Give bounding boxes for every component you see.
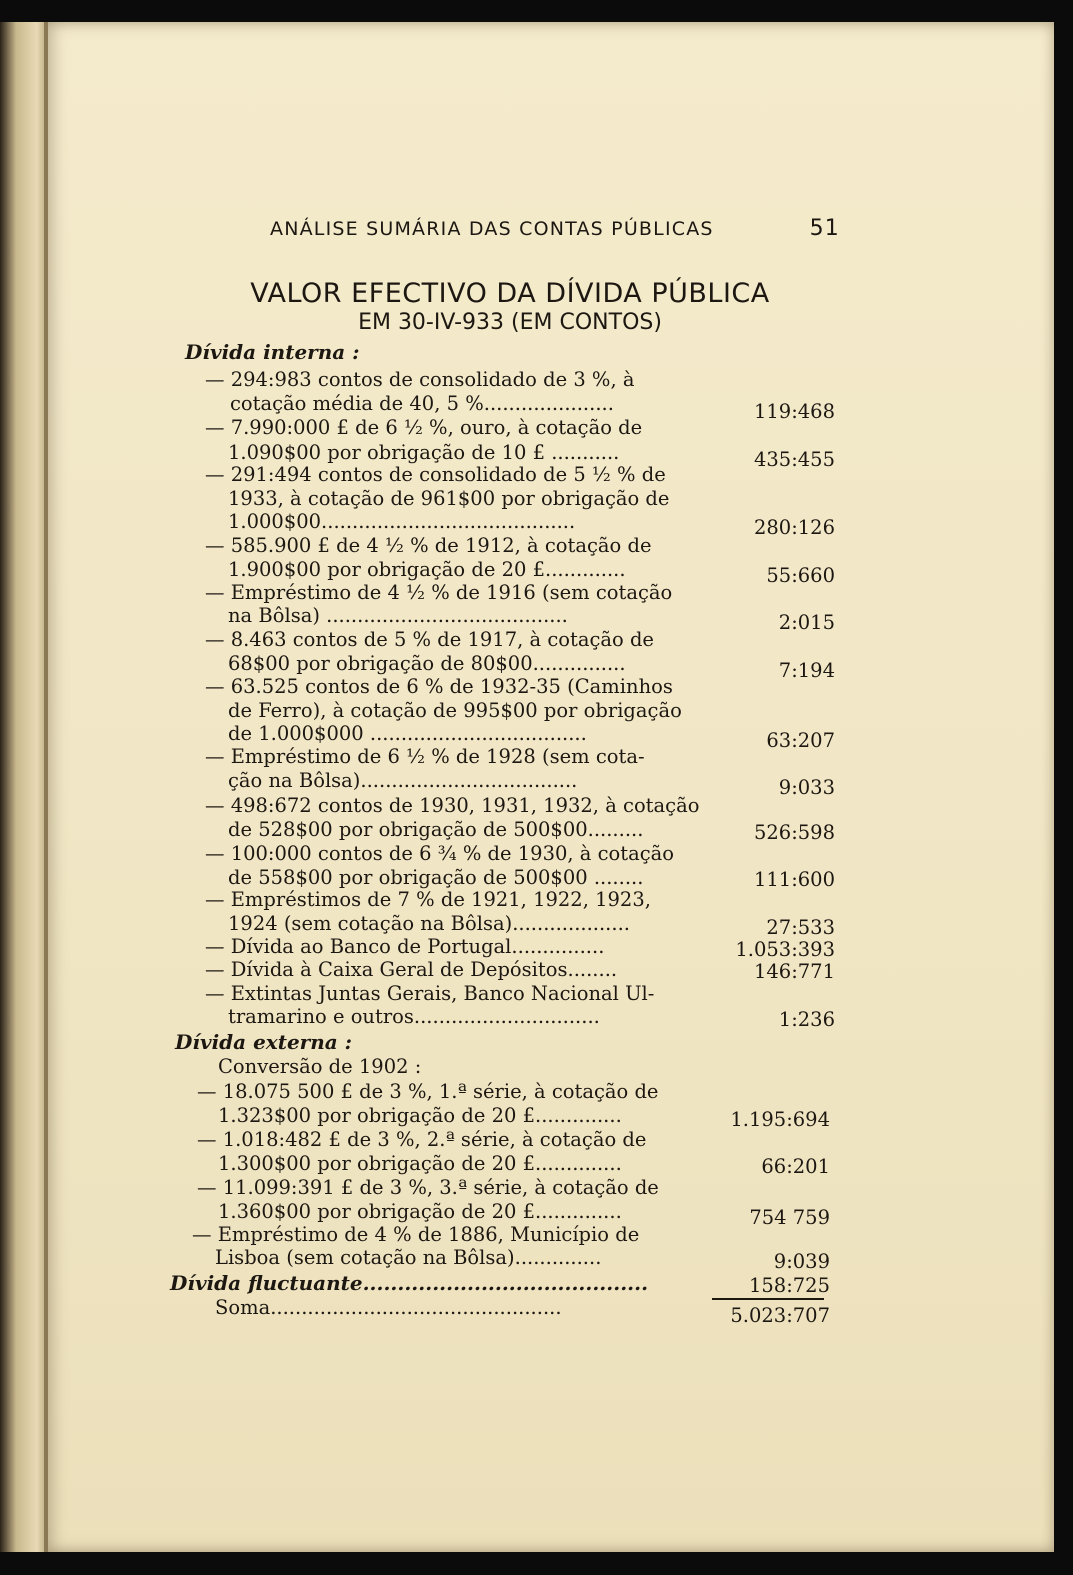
running-head-title: ANÁLISE SUMÁRIA DAS CONTAS PÚBLICAS: [270, 218, 714, 240]
amount: 526:598: [753, 821, 835, 844]
entry-line: 1.300$00 por obrigação de 20 £..............: [218, 1152, 622, 1175]
entry-line: 1.090$00 por obrigação de 10 £ ...........: [228, 441, 620, 464]
amount: 66:201: [761, 1155, 830, 1178]
entry-line: 1.323$00 por obrigação de 20 £..............: [218, 1104, 622, 1127]
entry-line: de 528$00 por obrigação de 500$00.........: [228, 818, 644, 841]
amount: 1.195:694: [730, 1108, 830, 1131]
entry-line: 1.360$00 por obrigação de 20 £..............: [218, 1200, 622, 1223]
entry-line: — 294:983 contos de consolidado de 3 %, à: [205, 368, 635, 391]
entry-line: Lisboa (sem cotação na Bôlsa)..............: [215, 1246, 602, 1269]
section-heading-internal: Dívida interna :: [185, 340, 360, 364]
amount: 754 759: [749, 1206, 830, 1229]
entry-line: de Ferro), à cotação de 995$00 por obrigação: [228, 699, 682, 722]
amount: 7:194: [778, 659, 835, 682]
entry-line: — 11.099:391 £ de 3 %, 3.ª série, à cotação de: [197, 1176, 659, 1199]
entry-line: — 7.990:000 £ de 6 ½ %, ouro, à cotação de: [205, 416, 643, 439]
entry-line: 1933, à cotação de 961$00 por obrigação de: [228, 487, 670, 510]
amount: 1.053:393: [735, 938, 835, 961]
amount: 111:600: [753, 868, 835, 891]
amount: 2:015: [778, 611, 835, 634]
amount: 119:468: [753, 400, 835, 423]
floating-debt-line: Dívida fluctuante.........................................: [170, 1271, 649, 1295]
total-rule: [712, 1298, 824, 1300]
table-title: VALOR EFECTIVO DA DÍVIDA PÚBLICA: [250, 278, 770, 309]
amount: 9:039: [773, 1250, 830, 1273]
entry-line: — Empréstimo de 6 ½ % de 1928 (sem cota-: [205, 745, 645, 768]
amount: 1:236: [778, 1008, 835, 1031]
entry-line: — 1.018:482 £ de 3 %, 2.ª série, à cotação de: [197, 1128, 647, 1151]
entry-line: — 100:000 contos de 6 ¾ % de 1930, à cotação: [205, 842, 675, 865]
subsection-heading: Conversão de 1902 :: [218, 1055, 422, 1078]
entry-line: ção na Bôlsa)...................................: [228, 769, 578, 792]
amount: 435:455: [753, 448, 835, 471]
entry-line: — 63.525 contos de 6 % de 1932-35 (Caminhos: [205, 675, 673, 698]
entry-line: — 498:672 contos de 1930, 1931, 1932, à cotação: [205, 794, 700, 817]
entry-line: — Empréstimo de 4 % de 1886, Município de: [192, 1223, 640, 1246]
entry-line: na Bôlsa) .......................................: [228, 604, 568, 627]
amount: 55:660: [766, 564, 835, 587]
entry-line: — Empréstimos de 7 % de 1921, 1922, 1923,: [205, 888, 651, 911]
entry-line: 1.900$00 por obrigação de 20 £.............: [228, 558, 626, 581]
entry-line: — Extintas Juntas Gerais, Banco Nacional Ul-: [205, 982, 655, 1005]
entry-line: 1924 (sem cotação na Bôlsa)...................: [228, 912, 630, 935]
amount: 146:771: [753, 960, 835, 983]
amount: 63:207: [766, 729, 835, 752]
section-heading-external: Dívida externa :: [175, 1030, 353, 1054]
entry-line: 68$00 por obrigação de 80$00...............: [228, 652, 626, 675]
amount: 280:126: [753, 516, 835, 539]
total-amount: 5.023:707: [730, 1304, 830, 1327]
entry-line: — Dívida à Caixa Geral de Depósitos........: [205, 958, 618, 981]
page-number: 51: [809, 216, 840, 241]
entry-line: de 558$00 por obrigação de 500$00 ........: [228, 866, 644, 889]
entry-line: — Empréstimo de 4 ½ % de 1916 (sem cotação: [205, 581, 673, 604]
entry-line: cotação média de 40, 5 %.....................: [230, 392, 614, 415]
amount: 9:033: [778, 776, 835, 799]
amount: 158:725: [748, 1274, 830, 1297]
entry-line: — Dívida ao Banco de Portugal...............: [205, 935, 605, 958]
entry-line: — 18.075 500 £ de 3 %, 1.ª série, à cotação de: [197, 1080, 659, 1103]
entry-line: tramarino e outros..............................: [228, 1005, 600, 1028]
entry-line: 1.000$00.........................................: [228, 510, 576, 533]
amount: 27:533: [766, 916, 835, 939]
entry-line: — 291:494 contos de consolidado de 5 ½ % de: [205, 463, 666, 486]
entry-line: — 585.900 £ de 4 ½ % de 1912, à cotação de: [205, 534, 652, 557]
sum-line: Soma...............................................: [215, 1296, 562, 1319]
entry-line: de 1.000$000 ...................................: [228, 722, 587, 745]
entry-line: — 8.463 contos de 5 % de 1917, à cotação de: [205, 628, 654, 651]
table-subtitle: EM 30-IV-933 (EM CONTOS): [358, 310, 662, 335]
